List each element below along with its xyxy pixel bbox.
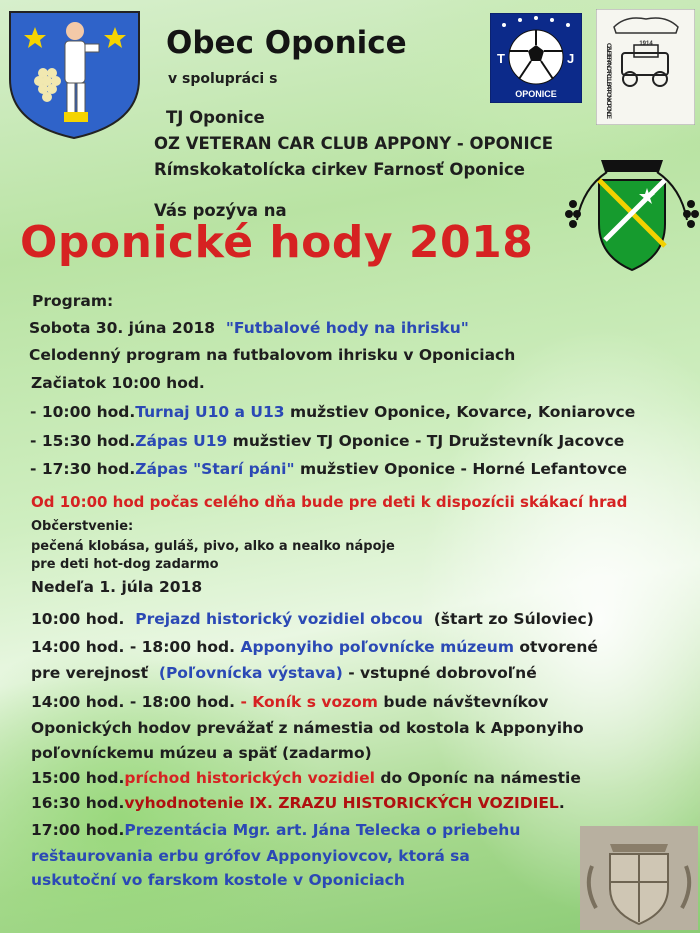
row-desc: bude návštevníkov	[383, 693, 549, 711]
veteran-car-club-logo-icon	[596, 9, 695, 125]
sunday-row-2	[31, 638, 598, 656]
row-event: Koník s vozom	[252, 693, 378, 711]
saturday-item-1	[30, 403, 635, 421]
sunday-date: Nedeľa 1. júla 2018	[31, 578, 203, 596]
sunday-row-6b: reštaurovania erbu grófov Apponyiovcov, ktorá sa	[31, 847, 470, 865]
row-desc: otvorené	[519, 638, 598, 656]
tj-oponice-logo-icon	[490, 13, 582, 103]
sunday-row-6	[31, 821, 520, 839]
row-time: 17:00 hod.	[31, 821, 125, 839]
row-event: vyhodnotenie IX. ZRAZU HISTORICKÝCH VOZIDIEL	[124, 794, 559, 812]
saturday-date: Sobota 30. júna 2018	[29, 319, 216, 337]
saturday-line-2: Začiatok 10:00 hod.	[31, 374, 205, 392]
row-time: 10:00 hod.	[31, 610, 125, 628]
subtitle: v spolupráci s	[168, 71, 278, 87]
row-time: 15:00 hod.	[31, 769, 125, 787]
partner-1: TJ Oponice	[166, 108, 265, 127]
item-desc: mužstiev Oponice - Horné Lefantovce	[299, 460, 628, 478]
item-event: Zápas "Starí páni"	[135, 460, 295, 478]
club-logo-year: 1914	[639, 41, 653, 47]
bouncy-castle-notice: Od 10:00 hod počas celého dňa bude pre deti k dispozícii skákací hrad	[31, 493, 628, 511]
partner-2: OZ VETERAN CAR CLUB APPONY - OPONICE	[154, 134, 553, 153]
saturday-header	[29, 319, 469, 337]
row-desc: (štart zo Súloviec)	[433, 610, 594, 628]
sunday-row-1	[31, 610, 594, 628]
item-event: Turnaj U10 a U13	[135, 403, 285, 421]
item-time: - 15:30 hod.	[30, 432, 136, 450]
program-label: Program:	[32, 292, 114, 310]
sunday-row-4	[31, 769, 581, 787]
sunday-row-3b: Oponických hodov prevážať z námestia od kostola k Apponyiho	[31, 719, 584, 737]
row-time: 14:00 hod.	[31, 693, 125, 711]
row-pre: pre verejnosť	[31, 664, 149, 682]
saturday-title: "Futbalové hody na ihrisku"	[225, 319, 469, 337]
row-event: Prezentácia Mgr. art. Jána Telecka o priebehu	[124, 821, 521, 839]
row-event: Prejazd historický vozidiel obcou	[135, 610, 423, 628]
row-event: príchod historických vozidiel	[124, 769, 375, 787]
sunday-row-5	[31, 794, 565, 812]
row-end-time: - 18:00 hod.	[129, 693, 236, 711]
saturday-item-2	[30, 432, 624, 450]
sunday-row-2b	[31, 664, 537, 682]
page-title: Obec Oponice	[166, 25, 407, 61]
refreshments-label: Občerstvenie:	[31, 519, 134, 534]
sunday-row-3	[31, 693, 548, 711]
tj-letter-t: T	[497, 51, 505, 66]
partner-3: Rímskokatolícka cirkev Farnosť Oponice	[154, 160, 525, 179]
item-desc: mužstiev Oponice, Kovarce, Koniarovce	[289, 403, 636, 421]
saturday-line-1: Celodenný program na futbalovom ihrisku v Oponiciach	[29, 346, 516, 364]
sunday-row-6c: uskutoční vo farskom kostole v Oponiciach	[31, 871, 405, 889]
row-desc: .	[558, 794, 565, 812]
item-time: - 17:30 hod.	[30, 460, 136, 478]
invite-text: Vás pozýva na	[154, 201, 287, 220]
oponice-coat-of-arms-icon	[7, 9, 142, 141]
saturday-item-3	[30, 460, 627, 478]
refreshments-line-2: pre deti hot-dog zadarmo	[31, 557, 219, 572]
parish-coat-of-arms-icon	[563, 158, 700, 273]
item-event: Zápas U19	[135, 432, 228, 450]
sunday-row-3c: poľovníckemu múzeu a späť (zadarmo)	[31, 744, 372, 762]
row-desc: - vstupné dobrovoľné	[348, 664, 537, 682]
row-desc: do Oponíc na námestie	[380, 769, 581, 787]
church-emblem-icon	[580, 826, 698, 930]
tj-logo-name: OPONICE	[515, 89, 557, 99]
event-title: Oponické hody 2018	[20, 217, 534, 268]
row-event: Apponyiho poľovnícke múzeum	[240, 638, 514, 656]
club-logo-text: OZ VETERAN CAR CLUB · APPONY · OPONICE	[605, 43, 612, 120]
refreshments-line-1: pečená klobása, guláš, pivo, alko a nealko nápoje	[31, 539, 395, 554]
row-event: (Poľovnícka výstava)	[158, 664, 343, 682]
item-desc: mužstiev TJ Oponice - TJ Družstevník Jacovce	[232, 432, 625, 450]
item-time: - 10:00 hod.	[30, 403, 136, 421]
row-end-time: - 18:00 hod.	[129, 638, 236, 656]
row-dash: -	[240, 693, 247, 711]
tj-letter-j: J	[567, 51, 575, 66]
row-time: 14:00 hod.	[31, 638, 125, 656]
row-time: 16:30 hod.	[31, 794, 125, 812]
